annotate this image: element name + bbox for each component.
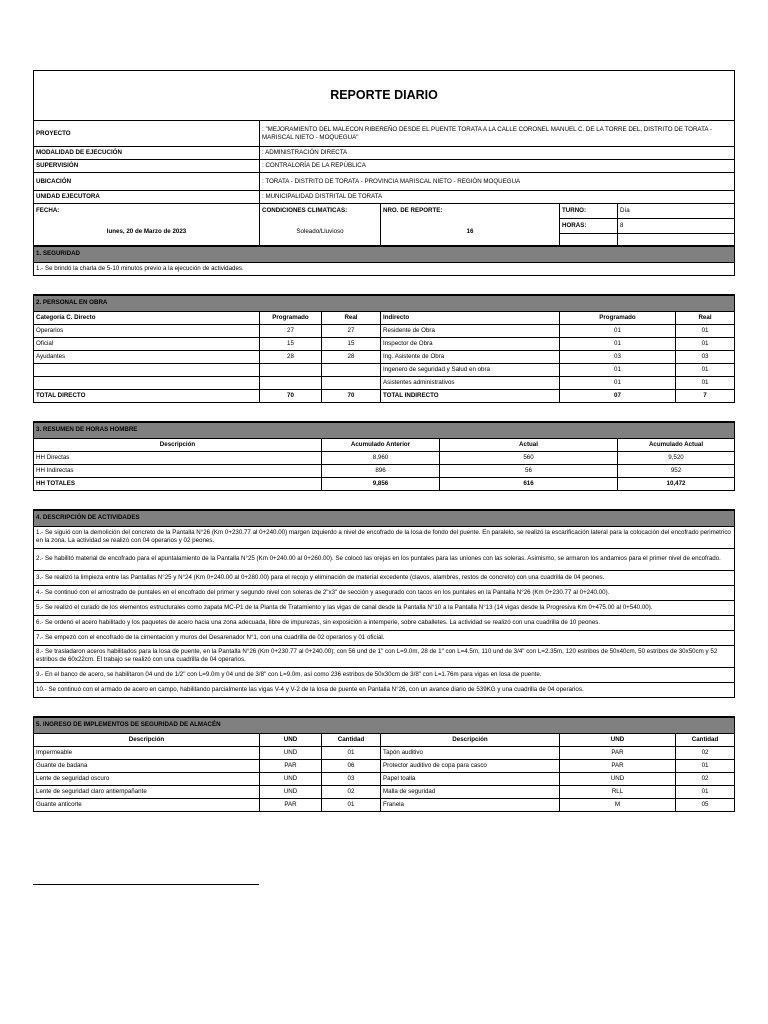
personal-cell xyxy=(322,376,381,389)
personal-cell: 01 xyxy=(560,376,676,389)
total-indirecto-label: TOTAL INDIRECTO xyxy=(381,389,560,402)
table-row xyxy=(34,746,735,759)
spacer xyxy=(34,490,735,510)
personal-cell: 01 xyxy=(560,337,676,350)
implementos-cell: 01 xyxy=(322,746,381,759)
actividad-item: 5.- Se realizó el curado de los elementos estructurales como zapata MC-P1 de la Planta de Tratamiento y las vigas de canal desde la Pantalla N°10 a la Pantalla N°13 (14 vigas desde la Progresiva Km 0+475.00 al 0+540.00). xyxy=(34,600,735,615)
report-table xyxy=(33,70,735,812)
personal-cell: Ing. Asistente de Obra xyxy=(381,350,560,363)
ubicacion-label: UBICACIÓN xyxy=(34,173,260,191)
unidad-label: UNIDAD EJECUTORA xyxy=(34,191,260,204)
personal-cell: Ingenero de seguridad y Salud en obra xyxy=(381,363,560,376)
spacer xyxy=(34,275,735,295)
personal-cell xyxy=(34,376,260,389)
personal-cell xyxy=(260,363,322,376)
table-row xyxy=(34,464,735,477)
personal-cell: 01 xyxy=(560,324,676,337)
actividad-item: 9.- En el banco de acero, se habilitaron 04 und de 1/2" con L=9.0m y 04 und de 3/8" con L=9.0m, así como 236 estribos de 50x30cm de 3/8" con L=1.76m para vigas en losa de puente. xyxy=(34,667,735,682)
personal-cell xyxy=(322,363,381,376)
horas-cell: 9,520 xyxy=(618,451,735,464)
personal-header: Programado xyxy=(260,311,322,324)
implementos-cell: 01 xyxy=(676,759,735,772)
implementos-cell: Lente de seguridad oscuro xyxy=(34,772,260,785)
actividad-item: 6.- Se ordenó el acero habilitado y los paquetes de acero hacia una zona adecuada, libre de impurezas, sin exposición a intemperie, sobre caballetes. La actividad se realizó con una cuadrilla de 10 peones. xyxy=(34,615,735,630)
table-row xyxy=(34,337,735,350)
implementos-cell: Franela xyxy=(381,798,560,811)
unidad-value: : MUNICIPALIDAD DISTRITAL DE TORATA xyxy=(260,191,735,204)
implementos-cell: UND xyxy=(260,785,322,798)
turno-value: Día xyxy=(618,204,735,219)
fecha-value: lunes, 20 de Marzo de 2023 xyxy=(34,219,260,246)
implementos-header: Cantidad xyxy=(322,733,381,746)
horas-label: HORAS: xyxy=(560,219,618,234)
personal-header: Categoría C. Directo xyxy=(34,311,260,324)
personal-cell: 27 xyxy=(322,324,381,337)
personal-header: Real xyxy=(676,311,735,324)
actividad-item: 2.- Se habilitó material de encofrado para el apuntalamiento de la Pantalla N°25 (Km 0+240.00 al 0+260.00). Se colocó las orejas en los puntales para las uniones con las soleras. Asimismo, se armaron los andamios para el primer nivel de encofrado. xyxy=(34,548,735,570)
implementos-cell: PAR xyxy=(560,759,676,772)
supervision-label: SUPERVISIÓN xyxy=(34,160,260,173)
implementos-cell: 01 xyxy=(676,785,735,798)
personal-cell: 28 xyxy=(260,350,322,363)
blank-cell xyxy=(560,234,618,246)
reporte-value: 16 xyxy=(381,219,560,246)
clima-label: CONDICIONES CLIMATICAS: xyxy=(260,204,381,219)
implementos-cell: UND xyxy=(260,746,322,759)
personal-cell: 03 xyxy=(560,350,676,363)
proyecto-value: : "MEJORAMIENTO DEL MALECON RIBEREÑO DESDE EL PUENTE TORATA A LA CALLE CORONEL MANUEL C. DE LA TORRE DEL, DISTRITO DE TORATA - MARISCAL NIETO - MOQUEGUA" xyxy=(260,121,735,147)
personal-cell: 01 xyxy=(676,324,735,337)
implementos-cell: 01 xyxy=(322,798,381,811)
horas-cell: HH Indirectas xyxy=(34,464,322,477)
modalidad-value: : ADMINISTRACIÓN DIRECTA xyxy=(260,147,735,160)
horas-header: Descripción xyxy=(34,438,322,451)
personal-cell: Oficial xyxy=(34,337,260,350)
horas-cell: 56 xyxy=(440,464,618,477)
hh-total-cell: 10,472 xyxy=(618,477,735,490)
implementos-cell: Tapón auditivo xyxy=(381,746,560,759)
clima-value: Soleado/Lluvioso xyxy=(260,219,381,246)
section-implementos-title: 5. INGRESO DE IMPLEMENTOS DE SEGURIDAD DE ALMACÉN xyxy=(34,717,735,734)
personal-cell: 01 xyxy=(676,376,735,389)
total-directo-label: TOTAL DIRECTO xyxy=(34,389,260,402)
personal-cell: 01 xyxy=(676,363,735,376)
table-row xyxy=(34,772,735,785)
total-directo-real: 70 xyxy=(322,389,381,402)
personal-cell xyxy=(34,363,260,376)
implementos-cell: 02 xyxy=(676,772,735,785)
implementos-cell: PAR xyxy=(560,746,676,759)
horas-cell: 952 xyxy=(618,464,735,477)
table-row xyxy=(34,785,735,798)
section-personal-title: 2. PERSONAL EN OBRA xyxy=(34,295,735,312)
implementos-cell: 06 xyxy=(322,759,381,772)
horas-cell: HH Directas xyxy=(34,451,322,464)
actividad-item: 3.- Se realizó la limpieza entre las Pantallas N°25 y N°24 (Km 0+240.00 al 0+280.00) para el recojo y eliminación de material excedente (clavos, alambres, restos de concreto) con una cuadrilla de 04 peones. xyxy=(34,570,735,585)
hh-total-cell: 616 xyxy=(440,477,618,490)
section-seguridad-title: 1. SEGURIDAD xyxy=(34,246,735,263)
implementos-header: Descripción xyxy=(381,733,560,746)
implementos-cell: PAR xyxy=(260,759,322,772)
implementos-header: Cantidad xyxy=(676,733,735,746)
horas-header: Actual xyxy=(440,438,618,451)
total-row xyxy=(34,389,735,402)
seguridad-text: 1.- Se brindó la charla de 5-10 minutos previo a la ejecución de actividades. xyxy=(34,262,735,275)
table-row xyxy=(34,324,735,337)
personal-cell: 15 xyxy=(322,337,381,350)
implementos-cell: UND xyxy=(260,772,322,785)
table-row xyxy=(34,376,735,389)
proyecto-label: PROYECTO xyxy=(34,121,260,147)
implementos-header: Descripción xyxy=(34,733,260,746)
section-actividades-title: 4. DESCRIPCIÓN DE ACTIVIDADES xyxy=(34,510,735,527)
implementos-cell: Malla de seguridad xyxy=(381,785,560,798)
implementos-cell: 02 xyxy=(676,746,735,759)
spacer xyxy=(34,697,735,717)
personal-cell: Residente de Obra xyxy=(381,324,560,337)
table-row xyxy=(34,451,735,464)
section-horas-title: 3. RESUMEN DE HORAS HOMBRE xyxy=(34,422,735,439)
personal-header: Real xyxy=(322,311,381,324)
hh-total-cell: 9,856 xyxy=(322,477,440,490)
personal-cell: 27 xyxy=(260,324,322,337)
fecha-label: FECHA: xyxy=(34,204,260,219)
actividad-item: 4.- Se continuó con el arriostrado de puntales en el encofrado del primer y segundo nivel con soleras de 2"x3" de sección y asegurado con tacos en los puntales en la Pantalla N°26 (Km 0+230.77 al 0+240.00). xyxy=(34,585,735,600)
implementos-cell: 05 xyxy=(676,798,735,811)
hh-total-label: HH TOTALES xyxy=(34,477,322,490)
turno-label: TURNO: xyxy=(560,204,618,219)
report-title: REPORTE DIARIO xyxy=(34,71,735,121)
spacer xyxy=(34,402,735,422)
actividad-item: 1.- Se siguió con la demolición del concreto de la Pantalla N°26 (Km 0+230.77 al 0+240.00) margen izquierdo a nivel de encofrado de la losa de fondo del puente. En paralelo, se realizó la escarificación lateral para la colocación del encofrado perimetrico en la zona. La actividad se realizó con 04 operarios y 02 peones. xyxy=(34,526,735,548)
implementos-cell: M xyxy=(560,798,676,811)
personal-cell: Inspector de Obra xyxy=(381,337,560,350)
personal-cell: Operarios xyxy=(34,324,260,337)
horas-cell: 8,960 xyxy=(322,451,440,464)
implementos-cell: PAR xyxy=(260,798,322,811)
personal-cell: Ayudantes xyxy=(34,350,260,363)
personal-cell: 03 xyxy=(676,350,735,363)
implementos-cell: 03 xyxy=(322,772,381,785)
personal-cell: 01 xyxy=(676,337,735,350)
implementos-cell: Impermeable xyxy=(34,746,260,759)
implementos-header: UND xyxy=(260,733,322,746)
implementos-cell: 02 xyxy=(322,785,381,798)
total-indirecto-real: 7 xyxy=(676,389,735,402)
personal-header: Indirecto xyxy=(381,311,560,324)
personal-cell xyxy=(260,376,322,389)
implementos-cell: RLL xyxy=(560,785,676,798)
total-row xyxy=(34,477,735,490)
report-sheet xyxy=(33,70,734,812)
personal-cell: 28 xyxy=(322,350,381,363)
table-row xyxy=(34,363,735,376)
personal-cell: Asistentes administrativos xyxy=(381,376,560,389)
supervision-value: : CONTRALORÍA DE LA REPÚBLICA xyxy=(260,160,735,173)
implementos-cell: Papel toalla xyxy=(381,772,560,785)
horas-header: Acumulado Actual xyxy=(618,438,735,451)
actividad-item: 10.- Se continuó con el armado de acero en campo, habilitando parcialmente las vigas V-4 y V-2 de la losa de puente en Pantalla N°26, con un avance diario de 539KG y una cuadrilla de 04 operarios. xyxy=(34,682,735,697)
total-indirecto-programado: 07 xyxy=(560,389,676,402)
blank-cell xyxy=(618,234,735,246)
personal-cell: 15 xyxy=(260,337,322,350)
table-row xyxy=(34,798,735,811)
signature-line xyxy=(33,884,259,885)
implementos-cell: Guante de badana xyxy=(34,759,260,772)
modalidad-label: MODALIDAD DE EJECUCIÓN xyxy=(34,147,260,160)
personal-cell: 01 xyxy=(560,363,676,376)
horas-value: 8 xyxy=(618,219,735,234)
implementos-cell: Protector auditivo de copa para casco xyxy=(381,759,560,772)
implementos-cell: UND xyxy=(560,772,676,785)
ubicacion-value: : TORATA - DISTRITO DE TORATA - PROVINCIA MARISCAL NIETO - REGIÓN MOQUEGUA xyxy=(260,173,735,191)
horas-header: Acumulado Anterior xyxy=(322,438,440,451)
implementos-cell: Guante anticorte xyxy=(34,798,260,811)
actividad-item: 8.- Se trasladaron aceros habilitados para la losa de puente, en la Pantalla N°26 (Km 0+230.77 al 0+240.00); con 56 und de 1" con L=9.0m, 28 de 1" con L=4.5m, 110 und de 3/4" con L=2.35m, 120 estribos de 50x40cm, 50 estribos de 30x50cm y 52 estribos de 60x22cm. El trabajo se realizó con una cuadrilla de 04 operarios. xyxy=(34,645,735,667)
actividad-item: 7.- Se empezó con el encofrado de la cimentación y muros del Desarenador N°1, con una cuadrilla de 02 operarios y 01 oficial. xyxy=(34,630,735,645)
total-directo-programado: 70 xyxy=(260,389,322,402)
table-row xyxy=(34,759,735,772)
implementos-header: UND xyxy=(560,733,676,746)
reporte-label: NRO. DE REPORTE: xyxy=(381,204,560,219)
horas-cell: 560 xyxy=(440,451,618,464)
horas-cell: 896 xyxy=(322,464,440,477)
implementos-cell: Lente de seguridad claro antiempañante xyxy=(34,785,260,798)
personal-header: Programado xyxy=(560,311,676,324)
table-row xyxy=(34,350,735,363)
